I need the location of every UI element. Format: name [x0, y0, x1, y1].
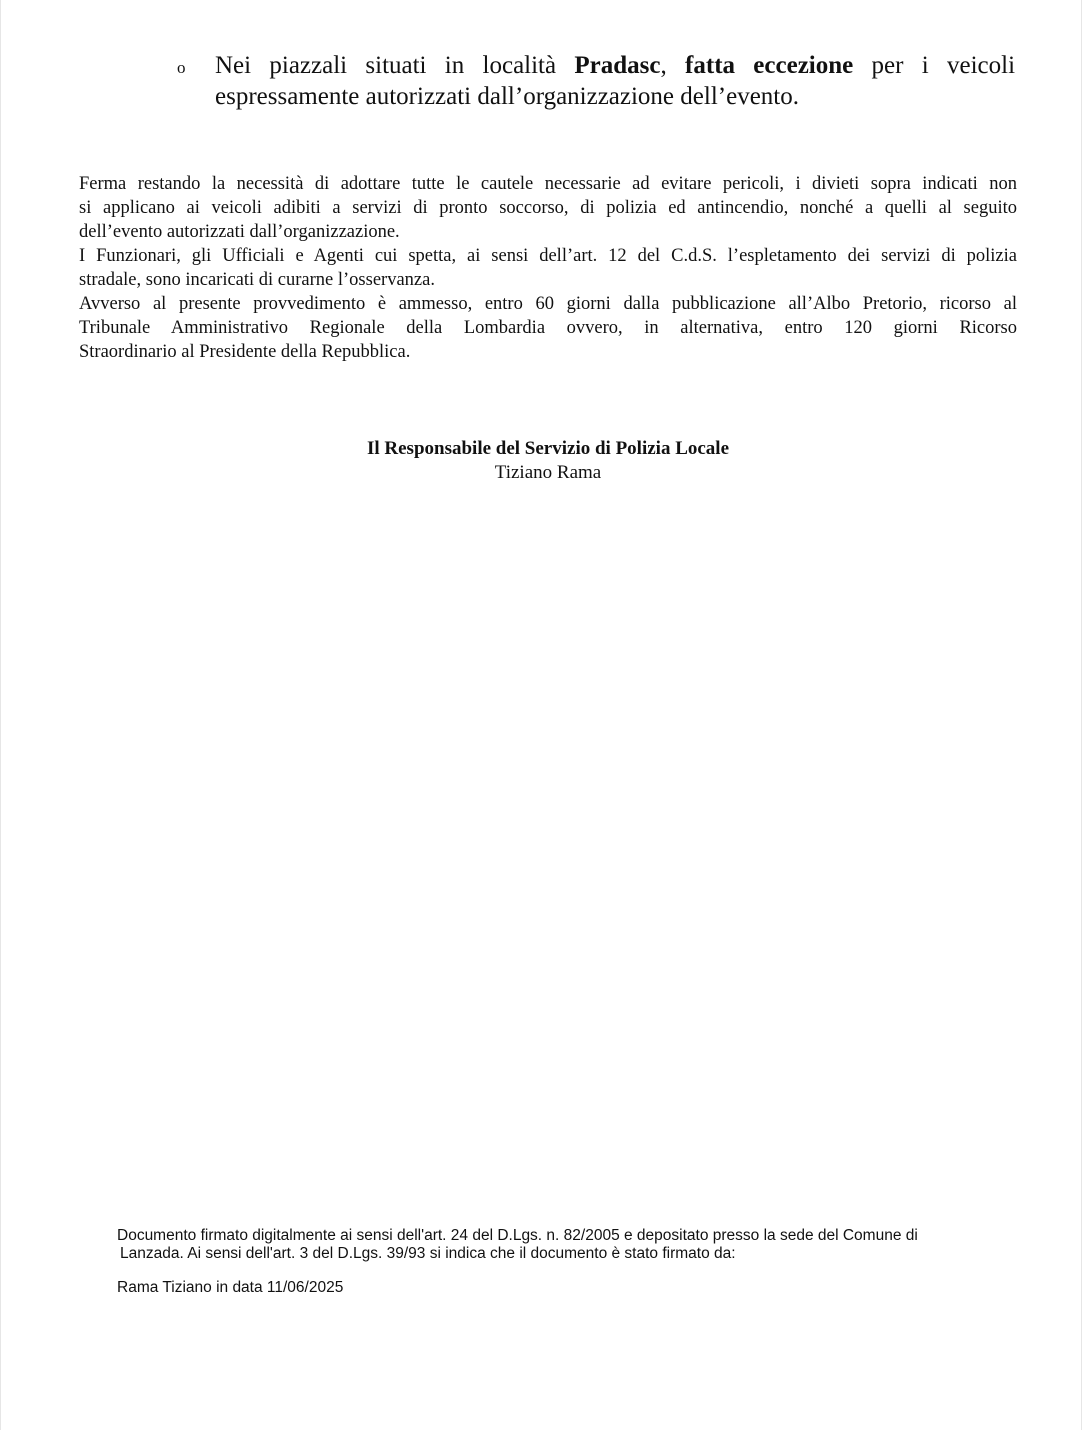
- bullet-bold-exception: fatta eccezione: [685, 52, 854, 79]
- paragraph-line: si applicano ai veicoli adibiti a servizi di pronto soccorso, di polizia ed antincendio, nonché a quelli al seguito: [79, 198, 1017, 218]
- signature-block: [1, 437, 1082, 485]
- paragraph-appeal: [79, 292, 1017, 364]
- paragraph-line: Tribunale Amministrativo Regionale della Lombardia ovvero, in alternativa, entro 120 giorni Ricorso: [79, 318, 1017, 338]
- paragraph-line: stradale, sono incaricati di curarne l’osservanza.: [79, 270, 435, 290]
- paragraph-line: dell’evento autorizzati dall’organizzazione.: [79, 222, 400, 242]
- paragraph-line: Straordinario al Presidente della Repubblica.: [79, 342, 411, 362]
- bullet-text: [215, 50, 1015, 112]
- paragraph-exemptions: [79, 172, 1017, 244]
- paragraph-line: I Funzionari, gli Ufficiali e Agenti cui spetta, ai sensi dell’art. 12 del C.d.S. l’espletamento dei servizi di polizia: [79, 246, 1017, 266]
- paragraph-line: Ferma restando la necessità di adottare tutte le cautele necessarie ad evitare pericoli, i divieti sopra indicati non: [79, 174, 1017, 194]
- footer-signer: Rama Tiziano in data 11/06/2025: [117, 1279, 344, 1296]
- body-paragraphs: [79, 172, 1017, 364]
- footer-line: Lanzada. Ai sensi dell'art. 3 del D.Lgs. 39/93 si indica che il documento è stato firmato da:: [120, 1245, 736, 1262]
- bullet-text-part: ,: [660, 52, 686, 79]
- bullet-text-part: Nei piazzali situati in località: [215, 52, 575, 79]
- bullet-line-1: [215, 50, 1015, 81]
- signatory-role: Il Responsabile del Servizio di Polizia Locale: [366, 438, 730, 459]
- paragraph-line: Avverso al presente provvedimento è ammesso, entro 60 giorni dalla pubblicazione all’Albo Pretorio, ricorso al: [79, 294, 1017, 314]
- bullet-line-2: espressamente autorizzati dall’organizzazione dell’evento.: [215, 83, 799, 110]
- digital-signature-note: [117, 1227, 1017, 1263]
- paragraph-officers: [79, 244, 1017, 292]
- footer-line: Documento firmato digitalmente ai sensi dell'art. 24 del D.Lgs. n. 82/2005 e depositato presso la sede del Comune di: [117, 1227, 918, 1244]
- bullet-bold-location: Pradasc: [574, 52, 661, 79]
- bullet-text-part: per i veicoli: [853, 52, 1016, 79]
- bullet-marker: o: [177, 58, 186, 77]
- signatory-name: Tiziano Rama: [494, 462, 602, 483]
